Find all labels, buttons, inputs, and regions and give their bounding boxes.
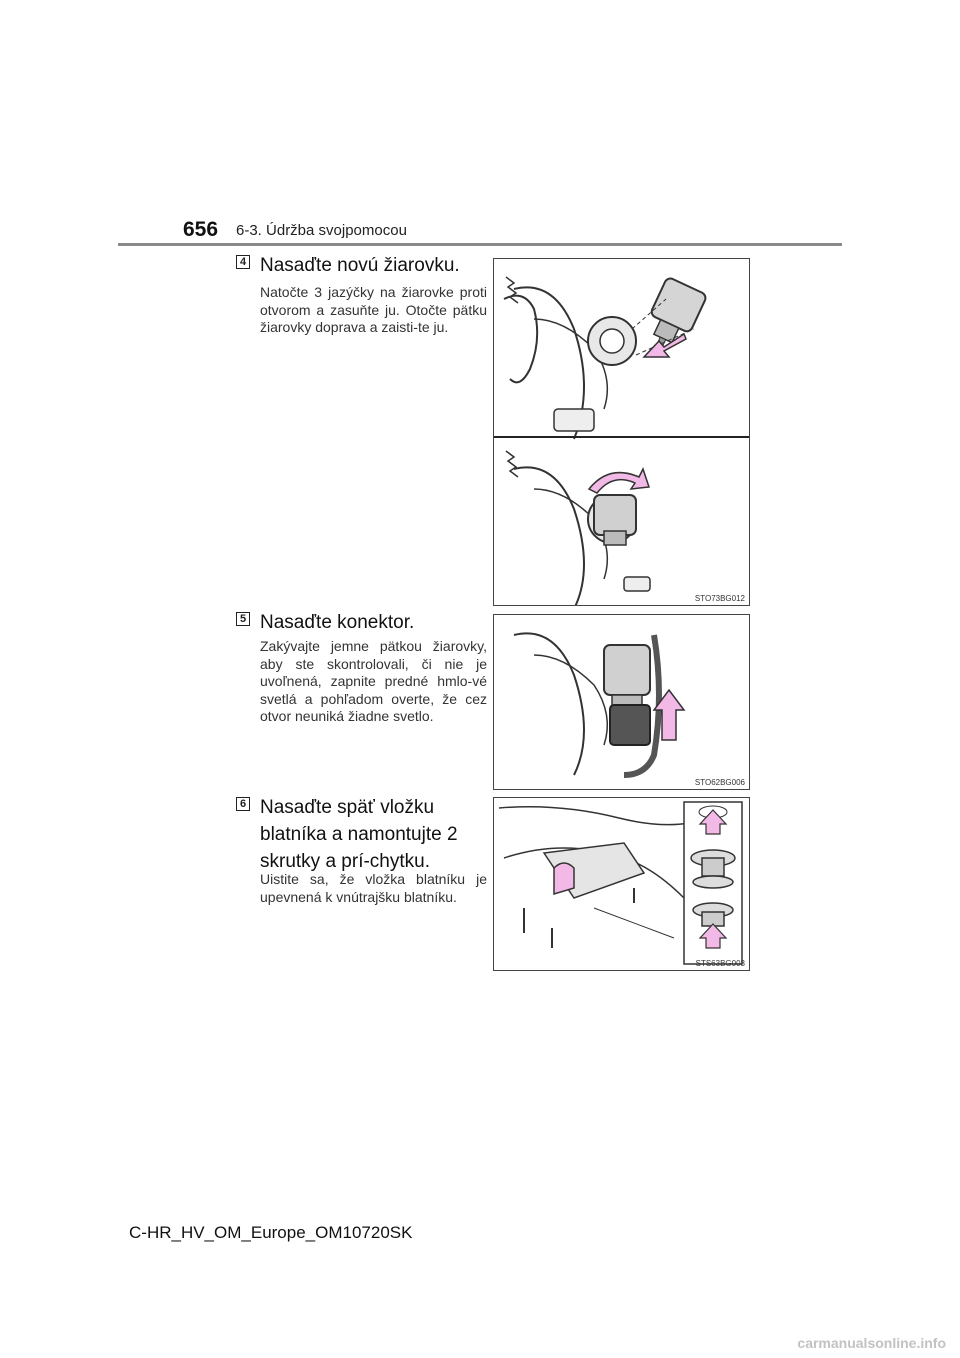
step-number-badge: 6: [236, 797, 250, 811]
step-title: Nasaďte novú žiarovku.: [260, 255, 460, 276]
header-rule: [118, 243, 842, 246]
step-title: Nasaďte konektor.: [260, 612, 415, 633]
watermark: carmanualsonline.info: [797, 1335, 946, 1351]
document-id: C-HR_HV_OM_Europe_OM10720SK: [129, 1223, 413, 1242]
fender-liner-illustration: [493, 797, 750, 971]
connector-install-drawing: [494, 615, 749, 789]
fender-liner-drawing: [494, 798, 749, 970]
bulb-install-illustration: [493, 258, 750, 606]
figure-code: STO73BG012: [694, 594, 745, 603]
step-description: Zakývajte jemne pätkou žiarovky, aby ste skontrolovali, či nie je uvoľnená, zapnite predné hmlo-vé svetlá a pohľadom overte, že cez otvor neuniká žiadne svetlo.: [260, 638, 487, 724]
step-description: Uistite sa, že vložka blatníku je upevnená k vnútrajšku blatníku.: [260, 871, 487, 905]
page-number: 656: [183, 218, 219, 241]
section-title: 6-3. Údržba svojpomocou: [236, 222, 407, 239]
step-description: Natočte 3 jazýčky na žiarovke proti otvorom a zasuňte ju. Otočte pätku žiarovky doprava a zaisti-te ju.: [260, 284, 487, 335]
connector-install-illustration: [493, 614, 750, 790]
step-number-badge: 5: [236, 612, 250, 626]
bulb-install-drawing: [494, 259, 749, 605]
step-number-badge: 4: [236, 255, 250, 269]
step-title: Nasaďte späť vložku blatníka a namontujte 2 skrutky a prí-chytku.: [260, 797, 458, 872]
figure-code: STS63BG003: [695, 959, 745, 968]
figure-code: STO62BG006: [694, 778, 745, 787]
